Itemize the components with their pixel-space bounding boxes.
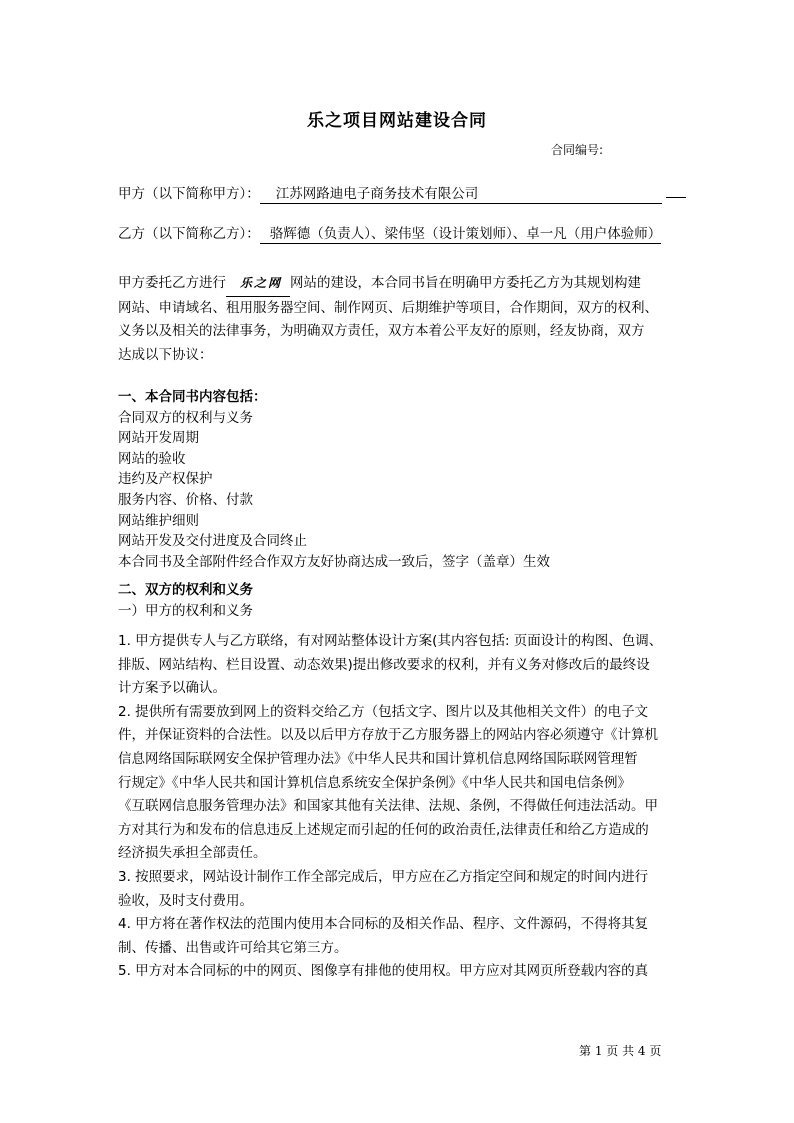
subsection-heading: 一）甲方的权利和义务 — [118, 602, 253, 619]
list-item: 违约及产权保护 — [118, 471, 213, 488]
clause-line: 《互联网信息服务管理办法》和国家其他有关法律、法规、条例，不得做任何违法活动。甲 — [118, 798, 658, 815]
clause-line: 计方案予以确认。 — [118, 680, 226, 697]
clause-line: 件，并保证资料的合法性。以及以后甲方存放于乙方服务器上的网站内容必须遵守《计算机 — [118, 727, 658, 744]
list-item: 本合同书及全部附件经合作双方友好协商达成一致后，签字（盖章）生效 — [118, 553, 550, 570]
section-heading: 一、本合同书内容包括： — [118, 389, 267, 405]
party-a-line — [118, 182, 686, 204]
clause-line: 2. 提供所有需要放到网上的资料交给乙方（包括文字、图片以及其他相关文件）的电子文 — [118, 703, 649, 720]
clause-line: 3. 按照要求，网站设计制作工作全部完成后，甲方应在乙方指定空间和规定的时间内进行 — [118, 868, 649, 885]
clauses-body — [118, 630, 678, 984]
list-item: 服务内容、价格、付款 — [118, 491, 253, 508]
page-title: 乐之项目网站建设合同 — [307, 111, 487, 131]
contents-section — [118, 387, 678, 572]
intro-line: 网站、申请域名、租用服务器空间、制作网页、后期维护等项目，合作期间，双方的权利、 — [118, 299, 658, 316]
list-item: 网站的验收 — [118, 450, 186, 467]
clause-line: 1. 甲方提供专人与乙方联络，有对网站整体设计方案(其内容包括: 页面设计的构图、色调、 — [118, 633, 663, 649]
intro-line — [118, 272, 678, 297]
party-a-underline-tail — [666, 183, 686, 198]
clause-line: 经济损失承担全部责任。 — [118, 845, 267, 862]
list-item: 网站维护细则 — [118, 512, 199, 529]
clause-line: 4. 甲方将在著作权法的范围内使用本合同标的及相关作品、程序、文件源码，不得将其复 — [118, 916, 649, 933]
intro-line: 达成以下协议： — [118, 346, 213, 363]
list-item: 网站开发及交付进度及合同终止 — [118, 533, 307, 550]
clause-line: 行规定》《中华人民共和国计算机信息系统安全保护条例》《中华人民共和国电信条例》 — [118, 774, 631, 791]
clause-line: 方对其行为和发布的信息违反上述规定而引起的任何的政治责任,法律责任和给乙方造成的 — [118, 821, 649, 838]
rights-section — [118, 580, 678, 621]
clause-line: 信息网络国际联网安全保护管理办法》《中华人民共和国计算机信息网络国际联网管理暂 — [118, 750, 638, 767]
page-number-footer: 第 1 页 共 4 页 — [579, 1044, 662, 1058]
party-b-label: 乙方（以下简称乙方）： — [118, 226, 260, 242]
intro-prefix: 甲方委托乙方进行 — [118, 275, 226, 291]
section-heading: 二、双方的权利和义务 — [118, 582, 253, 598]
clause-line: 验收，及时支付费用。 — [118, 892, 253, 909]
site-name: 乐之网 — [226, 272, 290, 297]
party-a-value: 江苏网路迪电子商务技术有限公司 — [260, 185, 662, 204]
list-item: 网站开发周期 — [118, 430, 199, 447]
clause-line: 5. 甲方对本合同标的中的网页、图像享有排他的使用权。甲方应对其网页所登载内容的真 — [118, 963, 649, 980]
party-b-value: 骆辉德（负责人）、梁伟坚（设计策划师）、卓一凡（用户体验师） — [260, 225, 662, 244]
intro-line: 义务以及相关的法律事务，为明确双方责任，双方本着公平友好的原则，经友协商，双方 — [118, 323, 645, 339]
intro-suffix: 网站的建设，本合同书旨在明确甲方委托乙方为其规划构建 — [290, 275, 642, 291]
list-item: 合同双方的权利与义务 — [118, 409, 253, 426]
party-a-label: 甲方（以下简称甲方）： — [118, 186, 260, 202]
intro-paragraph — [118, 272, 678, 367]
clause-line: 排版、网站结构、栏目设置、动态效果)提出修改要求的权利，并有义务对修改后的最终设 — [118, 656, 650, 673]
party-b-line — [118, 222, 661, 244]
contract-number-label: 合同编号: — [551, 143, 604, 157]
clause-line: 制、传播、出售或许可给其它第三方。 — [118, 939, 348, 956]
